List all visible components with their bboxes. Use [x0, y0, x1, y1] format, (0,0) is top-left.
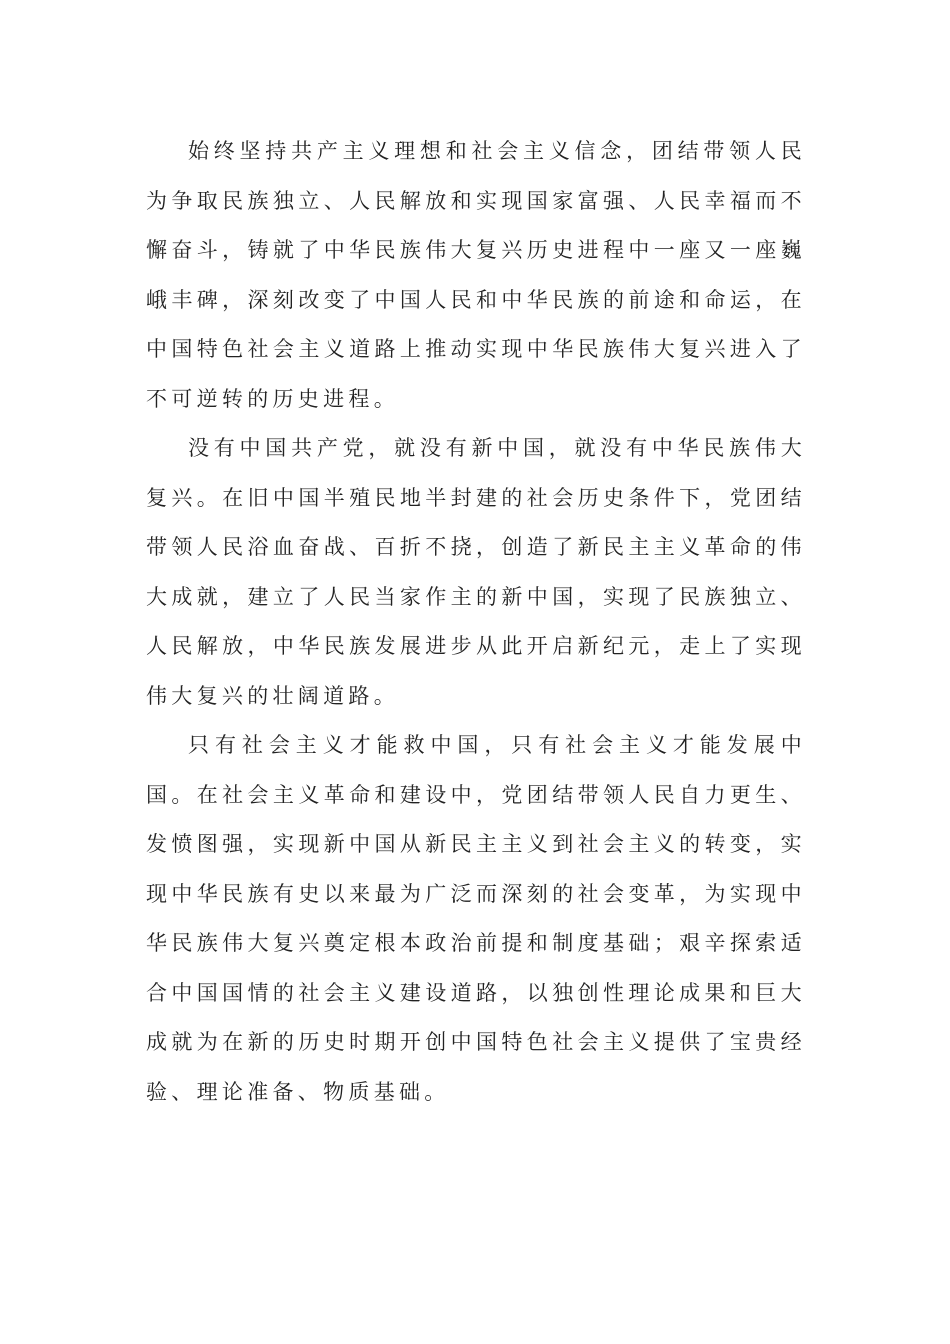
paragraph-3: 只有社会主义才能救中国，只有社会主义才能发展中国。在社会主义革命和建设中，党团结带领人民自力更生、发愤图强，实现新中国从新民主主义到社会主义的转变，实现中华民族有史以来最为广泛而深刻的社会变革，为实现中华民族伟大复兴奠定根本政治前提和制度基础；艰辛探索适合中国国情的社会主义建设道路，以独创性理论成果和巨大成就为在新的历史时期开创中国特色社会主义提供了宝贵经验、理论准备、物质基础。 [146, 733, 806, 1104]
paragraph-2: 没有中国共产党，就没有新中国，就没有中华民族伟大复兴。在旧中国半殖民地半封建的社会历史条件下，党团结带领人民浴血奋战、百折不挠，创造了新民主主义革命的伟大成就，建立了人民当家作主的新中国，实现了民族独立、人民解放，中华民族发展进步从此开启新纪元，走上了实现伟大复兴的壮阔道路。 [146, 436, 806, 708]
paragraph-1: 始终坚持共产主义理想和社会主义信念，团结带领人民为争取民族独立、人民解放和实现国家富强、人民幸福而不懈奋斗，铸就了中华民族伟大复兴历史进程中一座又一座巍峨丰碑，深刻改变了中国人民和中华民族的前途和命运，在中国特色社会主义道路上推动实现中华民族伟大复兴进入了不可逆转的历史进程。 [146, 139, 806, 411]
document-body [146, 127, 806, 1117]
